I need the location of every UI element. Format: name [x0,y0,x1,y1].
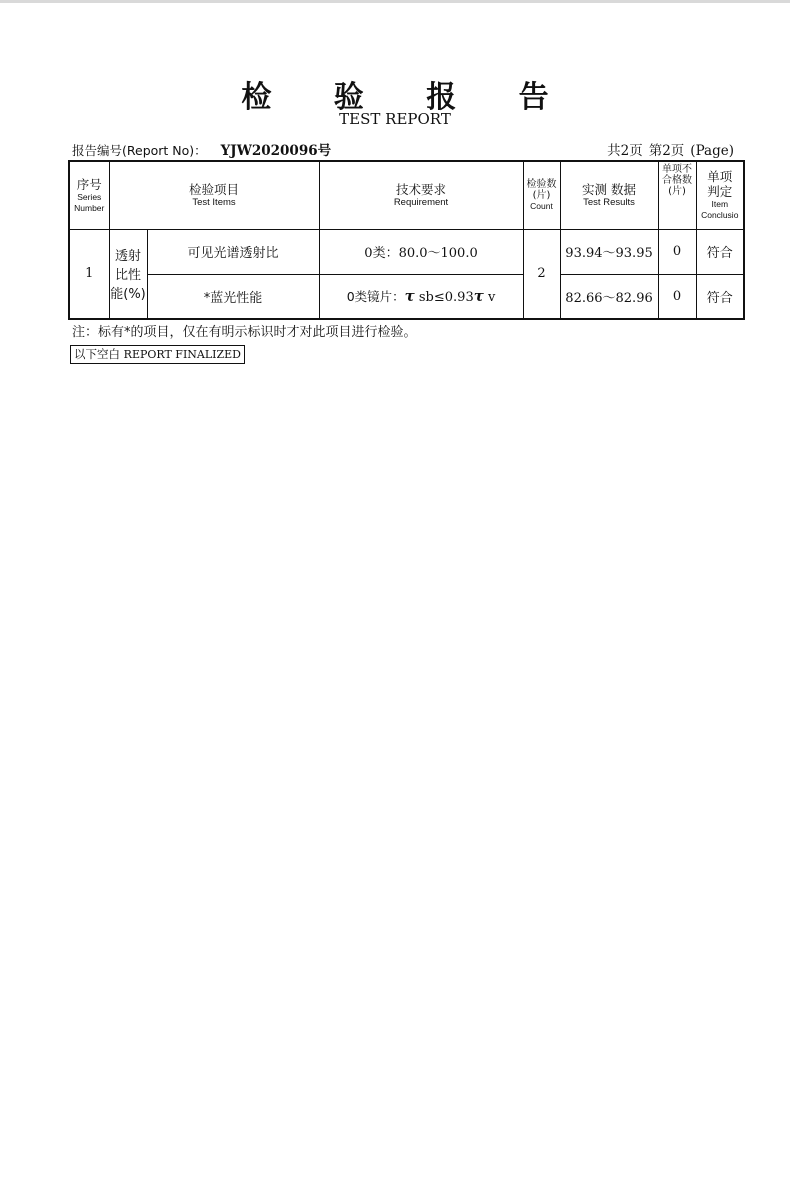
header-count: 检验数 (片) Count [523,161,560,229]
report-number-line [72,139,331,159]
total-pages: 共2页 [607,143,643,159]
test-result: 93.94～93.95 [560,229,658,274]
header-test-results: 实测 数据 Test Results [560,161,658,229]
test-item: *蓝光性能 [147,274,319,319]
category-cell: 透射 比性 能(%) [109,229,147,319]
page-info [607,139,734,159]
top-border [0,0,790,3]
page-label: (Page) [690,143,734,159]
series-number: 1 [69,229,109,319]
report-subtitle: TEST REPORT [339,110,451,128]
current-page: 第2页 [648,143,685,159]
table-row [69,274,744,319]
report-number-value: YJW2020096号 [220,143,332,159]
results-table [68,160,745,320]
finalized-box: 以下空白 REPORT FINALIZED [70,345,245,364]
report-title: 检 验 报 告 [241,80,575,115]
test-item: 可见光谱透射比 [147,229,319,274]
tau-symbol: τ [404,287,415,306]
requirement: 0类镜片：τ sb≤0.93τ v [319,274,523,319]
header-fail-count: 单项不 合格数 (片) [658,161,696,229]
test-result: 82.66～82.96 [560,274,658,319]
header-requirement: 技术要求 Requirement [319,161,523,229]
table-header-row [69,161,744,229]
conclusion: 符合 [696,229,744,274]
fail-count: 0 [658,274,696,319]
conclusion: 符合 [696,274,744,319]
header-conclusion: 单项 判定 Item Conclusio [696,161,744,229]
table-row [69,229,744,274]
header-series: 序号 Series Number [69,161,109,229]
count-value: 2 [523,229,560,319]
requirement: 0类：80.0～100.0 [319,229,523,274]
footnote: 注：标有*的项目，仅在有明示标识时才对此项目进行检验。 [72,325,417,340]
fail-count: 0 [658,229,696,274]
report-number-label: 报告编号(Report No)： [72,143,207,158]
tau-symbol: τ [473,287,484,306]
header-test-items: 检验项目 Test Items [109,161,319,229]
